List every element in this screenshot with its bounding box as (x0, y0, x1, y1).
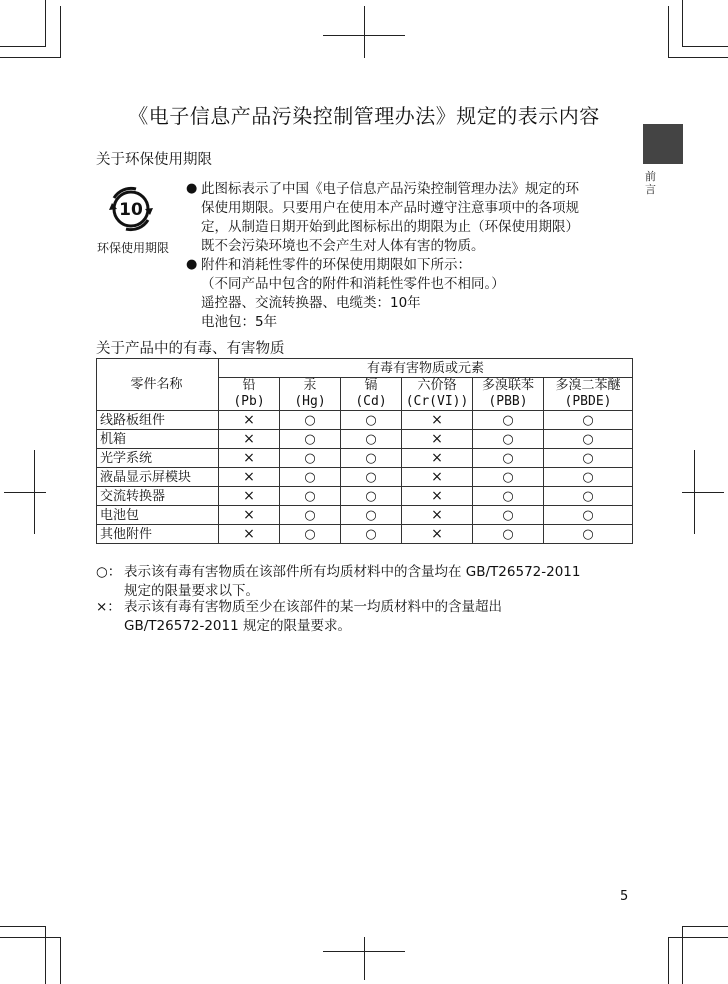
mark-within-limit: ○ (473, 468, 544, 487)
table-row (97, 430, 633, 449)
table-row (97, 506, 633, 525)
mark-within-limit: ○ (473, 430, 544, 449)
part-name-header: 零件名称 (97, 359, 219, 411)
section-heading-hazardous: 关于产品中的有毒、有害物质 (96, 341, 285, 357)
part-name-cell: 交流转换器 (97, 487, 219, 506)
part-name-cell: 线路板组件 (97, 411, 219, 430)
mark-exceeds-limit: × (219, 525, 280, 544)
mark-within-limit: ○ (280, 487, 341, 506)
table-row (97, 468, 633, 487)
substance-header: 铅 (Pb) (219, 378, 280, 411)
mark-within-limit: ○ (473, 449, 544, 468)
mark-within-limit: ○ (341, 525, 402, 544)
mark-exceeds-limit: × (402, 525, 473, 544)
eco-period-logo-icon (106, 184, 156, 234)
mark-exceeds-limit: × (402, 430, 473, 449)
mark-within-limit: ○ (341, 487, 402, 506)
section-heading-eco-period: 关于环保使用期限 (96, 152, 212, 168)
note-cross-symbol: ×： (96, 599, 121, 615)
mark-within-limit: ○ (544, 487, 633, 506)
mark-within-limit: ○ (280, 411, 341, 430)
bullet-dot: ● (186, 257, 198, 272)
mark-within-limit: ○ (341, 506, 402, 525)
logo-number: 10 (119, 200, 143, 220)
bullet-dot: ● (186, 181, 198, 196)
section-tab (643, 124, 683, 164)
bullet-eco-description: 此图标表示了中国《电子信息产品污染控制管理办法》规定的环 保使用期限。只要用户在使用本产品时遵守注意事项中的各项规 定，从制造日期开始到此图标标出的期限为止（环保使用期限） 既不会污染环境也不会产生对人体有害的物质。 (201, 181, 579, 254)
bullet-accessory-periods: 附件和消耗性零件的环保使用期限如下所示： （不同产品中包含的附件和消耗性零件也不相同。） 遥控器、交流转换器、电缆类：10年 电池包：5年 (201, 257, 505, 330)
mark-within-limit: ○ (473, 487, 544, 506)
mark-within-limit: ○ (280, 506, 341, 525)
page-number: 5 (620, 889, 629, 904)
mark-within-limit: ○ (544, 411, 633, 430)
mark-within-limit: ○ (280, 449, 341, 468)
part-name-cell: 机箱 (97, 430, 219, 449)
mark-within-limit: ○ (544, 468, 633, 487)
mark-exceeds-limit: × (402, 468, 473, 487)
mark-within-limit: ○ (341, 468, 402, 487)
substance-header: 镉 (Cd) (341, 378, 402, 411)
mark-within-limit: ○ (341, 430, 402, 449)
mark-exceeds-limit: × (402, 487, 473, 506)
mark-exceeds-limit: × (402, 411, 473, 430)
page-title: 《电子信息产品污染控制管理办法》规定的表示内容 (128, 104, 600, 128)
mark-exceeds-limit: × (402, 449, 473, 468)
hazardous-substance-table (96, 358, 633, 544)
table-row (97, 525, 633, 544)
table-row (97, 411, 633, 430)
substance-header: 汞 (Hg) (280, 378, 341, 411)
logo-caption: 环保使用期限 (97, 241, 170, 255)
substance-header: 多溴联苯 (PBB) (473, 378, 544, 411)
mark-within-limit: ○ (544, 430, 633, 449)
mark-within-limit: ○ (280, 525, 341, 544)
part-name-cell: 光学系统 (97, 449, 219, 468)
part-name-cell: 其他附件 (97, 525, 219, 544)
mark-within-limit: ○ (473, 506, 544, 525)
note-cross-text: 表示该有毒有害物质至少在该部件的某一均质材料中的含量超出 GB/T26572-2011 规定的限量要求。 (124, 599, 502, 634)
substance-header: 六价铬 (Cr(VI)) (402, 378, 473, 411)
mark-exceeds-limit: × (219, 430, 280, 449)
mark-exceeds-limit: × (219, 411, 280, 430)
mark-within-limit: ○ (544, 449, 633, 468)
mark-within-limit: ○ (473, 411, 544, 430)
substance-group-header: 有毒有害物质或元素 (219, 359, 633, 378)
part-name-cell: 液晶显示屏模块 (97, 468, 219, 487)
note-circle-symbol: ○： (96, 564, 122, 580)
mark-within-limit: ○ (544, 525, 633, 544)
mark-within-limit: ○ (280, 468, 341, 487)
section-side-label: 前言 (645, 170, 656, 196)
mark-exceeds-limit: × (402, 506, 473, 525)
mark-within-limit: ○ (341, 449, 402, 468)
mark-within-limit: ○ (473, 525, 544, 544)
note-circle-text: 表示该有毒有害物质在该部件所有均质材料中的含量均在 GB/T26572-2011 规定的限量要求以下。 (124, 564, 581, 599)
mark-exceeds-limit: × (219, 487, 280, 506)
mark-within-limit: ○ (544, 506, 633, 525)
mark-within-limit: ○ (341, 411, 402, 430)
mark-exceeds-limit: × (219, 449, 280, 468)
mark-exceeds-limit: × (219, 468, 280, 487)
table-row (97, 487, 633, 506)
part-name-cell: 电池包 (97, 506, 219, 525)
table-row (97, 449, 633, 468)
mark-exceeds-limit: × (219, 506, 280, 525)
mark-within-limit: ○ (280, 430, 341, 449)
substance-header: 多溴二苯醚 (PBDE) (544, 378, 633, 411)
